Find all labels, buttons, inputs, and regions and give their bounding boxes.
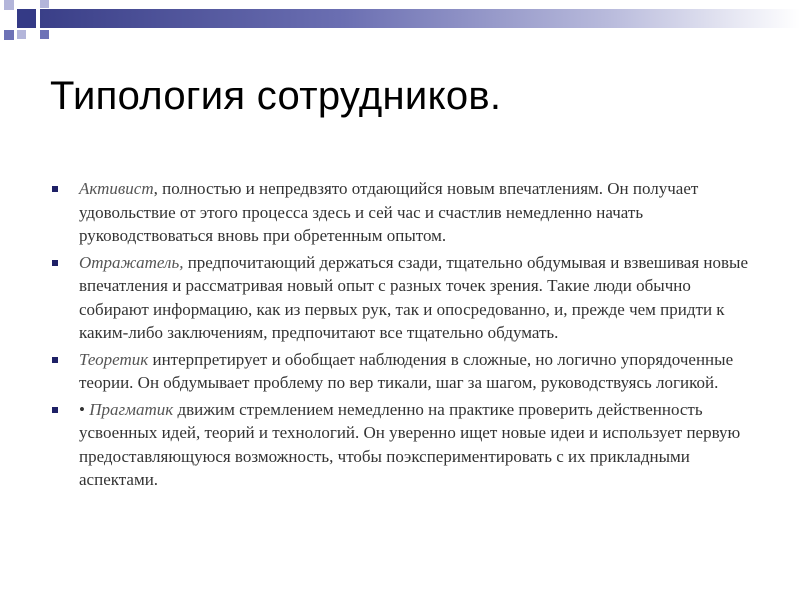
square-bullet-icon (52, 357, 58, 363)
deco-square (4, 30, 14, 40)
bullet-text: движим стремлением немедленно на практике проверить действенность усвоенных идей, теорий и технологий. Он уверенно ищет новые идеи и использует первую предоставляющуюся возможность, чтобы поэкспериментировать с их прикладными аспектами. (79, 399, 741, 489)
list-item (52, 348, 752, 395)
square-bullet-icon (52, 407, 58, 413)
list-item (52, 251, 752, 345)
list-item (52, 398, 752, 492)
term-activist: Активист (79, 179, 154, 198)
header-decoration (0, 0, 800, 48)
bullet-list (52, 177, 752, 495)
square-bullet-icon (52, 186, 58, 192)
square-bullet-icon (52, 260, 58, 266)
header-gradient-bar (40, 9, 800, 28)
deco-square (40, 30, 49, 39)
deco-square (17, 30, 26, 39)
bullet-text: предпочитающий держаться сзади, тщательно обдумывая и взвешивая новые впечатления и рассматривая новый опыт с разных точек зрения. Такие люди обычно собирают информацию, как из первых рук, так и опосредованно, и, прежде чем придти к каким-либо заключениям, предпочитают все тщательно обдумать. (79, 252, 749, 342)
term-reflector: Отражатель, (79, 252, 184, 272)
term-pragmatist: Прагматик (89, 399, 174, 419)
deco-square (40, 0, 49, 8)
slide-title: Типология сотрудников. (50, 74, 502, 118)
term-theorist: Теоретик (79, 349, 149, 369)
bullet-text: , полностью и непредвзято отдающийся новым впечатлениям. Он получает удовольствие от этого процесса здесь и сей час и счастлив немедленно начать руководствоваться вновь при обретенным опытом. (79, 179, 699, 245)
bullet-text: интерпретирует и обобщает наблюдения в сложные, но логично упорядоченные теории. Он обдумывает проблему по вер тикали, шаг за шагом, руководствуясь логикой. (79, 349, 734, 392)
deco-square (17, 9, 36, 28)
inline-bullet-prefix: • (79, 399, 90, 419)
deco-square (4, 0, 14, 10)
list-item (52, 177, 752, 248)
